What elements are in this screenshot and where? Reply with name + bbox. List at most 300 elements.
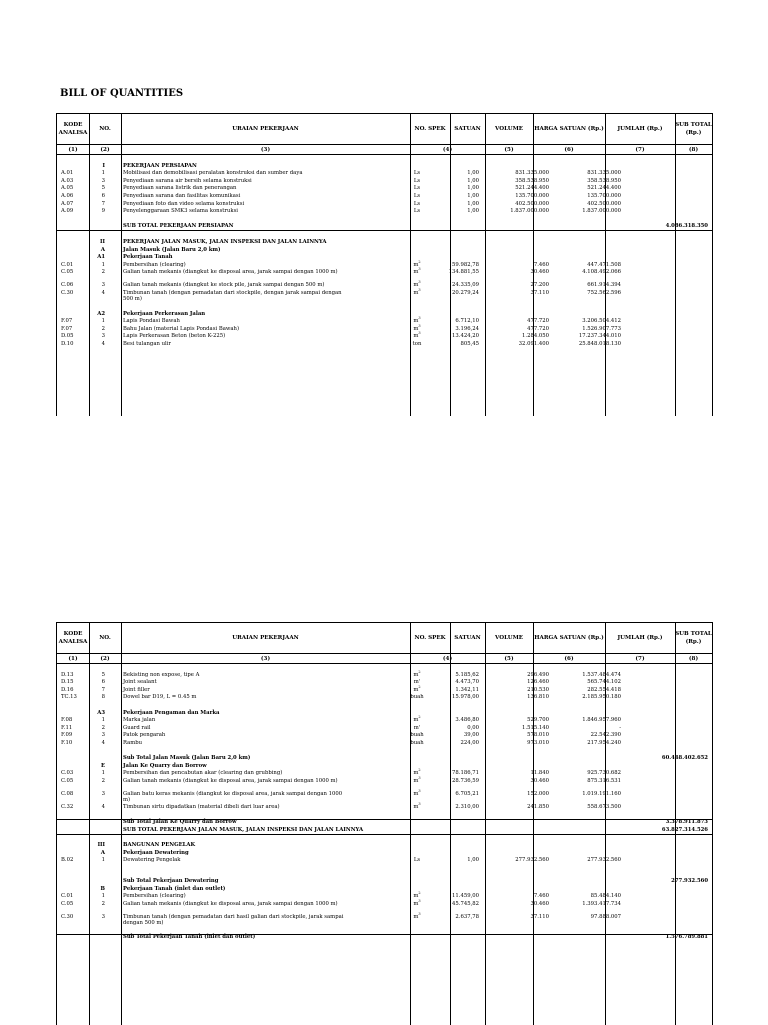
header-spek: NO. SPEK xyxy=(414,126,446,132)
column-number: (3) xyxy=(260,655,271,662)
column-divider xyxy=(533,623,534,1025)
table-row xyxy=(57,208,712,216)
cell-volume: 1,00 xyxy=(467,200,479,207)
cell-jumlah: 217.954.240 xyxy=(587,739,621,746)
header-subtotal: SUB TOTAL (Rp.) xyxy=(675,631,712,645)
cell-uraian: Penyediaan foto dan video selama konstruksi xyxy=(123,200,245,207)
cell-uraian: Pekerjaan Pengaman dan Marka xyxy=(123,709,220,716)
table-row xyxy=(57,687,712,695)
cell-kode: D.10 xyxy=(61,340,74,347)
cell-satuan: $m^3$ xyxy=(413,280,421,289)
table-row xyxy=(57,333,712,341)
table-row xyxy=(57,664,712,672)
header-harga: HARGA SATUAN (Rp.) xyxy=(534,126,604,132)
cell-uraian: Penyelenggaraan SMK3 selama konstruksi xyxy=(123,208,238,215)
cell-jumlah: 1.537.484.474 xyxy=(582,671,621,678)
cell-kode: A.06 xyxy=(61,192,74,199)
cell-sub: 4.086.318.350 xyxy=(665,223,708,230)
cell-uraian: Timbunan tanah (dengan pemadatan dari hasil galian dari stockpile, jarak sampai dengan 500 m) xyxy=(123,913,344,927)
cell-harga: 1.837.000.000 xyxy=(510,208,549,215)
cell-kode: C.05 xyxy=(61,900,74,907)
cell-volume: 11.459,00 xyxy=(452,893,479,900)
cell-no: 1 xyxy=(101,318,105,325)
cell-uraian: Timbunan sirtu dipadatkan (material dibeli dari luar area) xyxy=(123,803,280,810)
cell-no: 1 xyxy=(101,857,105,864)
table-row xyxy=(57,223,712,231)
table-row xyxy=(57,170,712,178)
cell-jumlah: 1.393.417.734 xyxy=(582,900,621,907)
cell-satuan: $m^2$ xyxy=(413,669,421,678)
cell-kode: F.08 xyxy=(61,717,73,724)
cell-satuan: $m^3$ xyxy=(413,776,421,784)
cell-kode: F.10 xyxy=(61,739,73,746)
header-volume: VOLUME xyxy=(494,126,524,132)
cell-uraian: Galian tanah mekanis (diangkut ke disposal area, jarak sampai dengan 1000 m) xyxy=(123,777,338,784)
cell-harga: 277.932.560 xyxy=(515,857,549,864)
column-number: (6) xyxy=(564,655,574,662)
column-number: (7) xyxy=(635,655,645,662)
cell-uraian: Sub Total Pekerjaan Dewatering xyxy=(123,878,219,885)
cell-satuan: $m^2$ xyxy=(413,715,421,724)
table-row xyxy=(57,178,712,186)
table-header xyxy=(57,114,712,145)
cell-no: 3 xyxy=(101,913,105,920)
table-row xyxy=(57,717,712,725)
cell-uraian: Galian tanah mekanis (diangkut ke disposal area, jarak sampai dengan 1000 m) xyxy=(123,269,338,276)
table-body xyxy=(57,155,712,348)
cell-uraian: Lapis Perkerasan Beton (beton K-225) xyxy=(123,333,226,340)
cell-harga: 477.720 xyxy=(527,325,549,332)
cell-volume: 1.342,11 xyxy=(455,686,479,693)
column-divider xyxy=(605,114,606,416)
cell-satuan: Ls xyxy=(413,192,421,199)
cell-satuan: buah xyxy=(410,732,424,739)
cell-sub: 1.576.789.881 xyxy=(665,934,708,941)
cell-kode: A.05 xyxy=(61,185,74,192)
cell-kode: A.07 xyxy=(61,200,74,207)
table-row xyxy=(57,732,712,740)
cell-sub: 60.448.402.652 xyxy=(661,755,708,762)
column-divider xyxy=(121,114,122,416)
cell-uraian: Penyediaan sarana dan fasilitas komunikasi xyxy=(123,192,241,199)
header-satuan: SATUAN xyxy=(454,635,481,641)
cell-jumlah: 97.888.007 xyxy=(590,913,621,920)
cell-satuan: $m^3$ xyxy=(413,323,421,332)
cell-kode: D.15 xyxy=(61,679,74,686)
cell-uraian: Joint filler xyxy=(123,686,150,693)
cell-jumlah: 565.744.102 xyxy=(587,679,621,686)
cell-volume: 4.473,70 xyxy=(455,679,479,686)
table-row xyxy=(57,201,712,209)
cell-uraian: SUB TOTAL PEKERJAAN PERSIAPAN xyxy=(123,223,234,230)
table-row xyxy=(57,311,712,319)
cell-harga: 973.010 xyxy=(527,739,549,746)
boq-table-page-1 xyxy=(56,113,713,416)
cell-jumlah: 1.837.000.000 xyxy=(582,208,621,215)
cell-jumlah: 661.914.394 xyxy=(587,282,621,289)
cell-jumlah: 925.730.682 xyxy=(587,770,621,777)
column-number: (4) xyxy=(442,146,453,153)
cell-satuan: Ls xyxy=(413,857,421,864)
cell-no: 4 xyxy=(101,803,105,810)
column-number: (1) xyxy=(68,146,78,153)
header-spek: NO. SPEK xyxy=(414,635,446,641)
table-row xyxy=(57,901,712,914)
table-row xyxy=(57,710,712,718)
cell-volume: 45.745,82 xyxy=(452,900,479,907)
cell-satuan: $m^3$ xyxy=(413,267,421,276)
table-row xyxy=(57,934,712,942)
header-kode: KODE ANALISA xyxy=(58,631,88,645)
cell-no: 3 xyxy=(101,282,105,289)
cell-satuan: $m^3$ xyxy=(413,288,421,296)
table-row xyxy=(57,193,712,201)
cell-volume: 13.424,20 xyxy=(452,333,479,340)
cell-satuan: $m^3$ xyxy=(413,331,421,340)
cell-uraian: Galian tanah mekanis (diangkut ke stock pile, jarak sampai dengan 500 m) xyxy=(123,282,325,289)
column-number: (5) xyxy=(504,146,514,153)
cell-kode: C.01 xyxy=(61,893,74,900)
cell-uraian: Sub Total Jalan Ke Quarry dan Borrow xyxy=(123,819,237,826)
cell-volume: 2.637,78 xyxy=(455,913,479,920)
cell-uraian: Galian batu keras mekanis (diangkut ke disposal area, jarak sampai dengan 1000 m) xyxy=(123,790,343,804)
cell-no: A2 xyxy=(97,310,105,317)
cell-harga: 1.515.140 xyxy=(522,724,549,731)
cell-uraian: Sub Total Pekerjaan Tanah (inlet dan outlet) xyxy=(123,934,256,941)
table-row xyxy=(57,804,712,812)
cell-uraian: Lapis Pondasi Bawah xyxy=(123,318,180,325)
table-row xyxy=(57,163,712,171)
cell-no: 2 xyxy=(101,325,105,332)
cell-volume: 1,00 xyxy=(467,192,479,199)
header-satuan: SATUAN xyxy=(454,126,481,132)
column-number: (2) xyxy=(100,655,110,662)
cell-satuan: $m^3$ xyxy=(413,899,421,907)
header-jumlah: JUMLAH (Rp.) xyxy=(617,126,663,132)
cell-harga: 30.460 xyxy=(530,269,549,276)
cell-kode: C.30 xyxy=(61,913,74,920)
cell-volume: 1,00 xyxy=(467,170,479,177)
table-row xyxy=(57,857,712,870)
cell-harga: 32.091.400 xyxy=(518,340,549,347)
column-number-row xyxy=(57,145,712,155)
cell-uraian: Pekerjaan Dewatering xyxy=(123,849,189,856)
cell-volume: 59.982,78 xyxy=(452,261,479,268)
cell-satuan: $m^2$ xyxy=(413,685,421,693)
column-number-row xyxy=(57,654,712,664)
cell-jumlah: 22.542.390 xyxy=(590,732,621,739)
cell-uraian: Dewatering Pengelak xyxy=(123,857,181,864)
table-row xyxy=(57,725,712,733)
column-divider xyxy=(605,623,606,1025)
header-uraian: URAIAN PEKERJAAN xyxy=(232,635,299,641)
cell-no: A xyxy=(100,849,105,856)
cell-volume: 39,00 xyxy=(463,732,479,739)
table-row xyxy=(57,216,712,224)
cell-jumlah: 447.471.508 xyxy=(587,261,621,268)
cell-volume: 3.486,80 xyxy=(455,717,479,724)
cell-volume: 78.186,71 xyxy=(452,770,479,777)
cell-uraian: Patok pengarah xyxy=(123,732,166,739)
column-number: (4) xyxy=(442,655,453,662)
cell-no: 2 xyxy=(101,724,105,731)
table-row xyxy=(57,694,712,702)
header-no: NO. xyxy=(99,635,111,641)
cell-satuan: $m^3$ xyxy=(413,789,421,797)
cell-kode: F.11 xyxy=(61,724,73,731)
cell-harga: 1.284.050 xyxy=(522,333,549,340)
boq-table-page-2 xyxy=(56,622,713,1025)
table-row xyxy=(57,679,712,687)
cell-volume: 134.881,55 xyxy=(448,269,479,276)
header-kode: KODE ANALISA xyxy=(58,122,88,136)
cell-uraian: SUB TOTAL PEKERJAAN JALAN MASUK, JALAN INSPEKSI DAN JALAN LAINNYA xyxy=(123,826,364,833)
cell-volume: 1,00 xyxy=(467,857,479,864)
cell-no: 5 xyxy=(101,671,105,678)
cell-satuan: Ls xyxy=(413,177,421,184)
cell-kode: C.03 xyxy=(61,770,74,777)
cell-uraian: Besi tulangan ulir xyxy=(123,340,171,347)
cell-no: 4 xyxy=(101,340,105,347)
cell-satuan: Ls xyxy=(413,170,421,177)
column-number: (2) xyxy=(100,146,110,153)
table-row xyxy=(57,842,712,850)
cell-uraian: Guard rail xyxy=(123,724,151,731)
column-divider xyxy=(450,623,451,1025)
cell-no: 1 xyxy=(101,261,105,268)
cell-volume: 0,00 xyxy=(467,724,479,731)
table-row xyxy=(57,303,712,311)
cell-kode: D.16 xyxy=(61,686,74,693)
cell-no: III xyxy=(97,842,105,849)
cell-jumlah: 135.700.000 xyxy=(587,192,621,199)
cell-harga: 37.110 xyxy=(530,289,549,296)
column-number: (3) xyxy=(260,146,271,153)
cell-no: 5 xyxy=(101,185,105,192)
cell-harga: 358.538.950 xyxy=(515,177,549,184)
cell-no: A1 xyxy=(97,254,105,261)
cell-harga: 296.490 xyxy=(527,671,549,678)
header-harga: HARGA SATUAN (Rp.) xyxy=(534,635,604,641)
cell-jumlah: 1.846.957.960 xyxy=(582,717,621,724)
cell-no: 2 xyxy=(101,777,105,784)
cell-uraian: Pembersihan (clearing) xyxy=(123,261,186,268)
cell-satuan: Ls xyxy=(413,185,421,192)
table-row xyxy=(57,755,712,763)
table-row xyxy=(57,778,712,791)
cell-harga: 529.700 xyxy=(527,717,549,724)
table-row xyxy=(57,827,712,835)
cell-kode: B.02 xyxy=(61,857,74,864)
cell-jumlah: 3.206.504.412 xyxy=(582,318,621,325)
table-row xyxy=(57,290,712,303)
column-number: (8) xyxy=(688,655,699,662)
cell-harga: 135.700.000 xyxy=(515,192,549,199)
cell-uraian: Rambu xyxy=(123,739,143,746)
cell-uraian: Pekerjaan Tanah (inlet dan outlet) xyxy=(123,885,226,892)
cell-uraian: PEKERJAAN JALAN MASUK, JALAN INSPEKSI DAN JALAN LAINNYA xyxy=(123,238,327,245)
cell-harga: 578.010 xyxy=(527,732,549,739)
column-divider xyxy=(89,114,90,416)
cell-volume: 3.196,24 xyxy=(455,325,479,332)
cell-uraian: Bekisting non expose, tipe A xyxy=(123,671,200,678)
cell-no: 6 xyxy=(101,679,105,686)
cell-uraian: Sub Total Jalan Masuk (Jalan Baru 2,0 km) xyxy=(123,755,251,762)
table-row xyxy=(57,282,712,290)
cell-uraian: PEKERJAAN PERSIAPAN xyxy=(123,162,197,169)
cell-no: II xyxy=(100,238,105,245)
column-number: (8) xyxy=(688,146,699,153)
cell-uraian: Galian tanah mekanis (diangkut ke disposal area, jarak sampai dengan 1000 m) xyxy=(123,900,338,907)
header-subtotal: SUB TOTAL (Rp.) xyxy=(675,122,712,136)
cell-kode: F.07 xyxy=(61,325,73,332)
table-row xyxy=(57,185,712,193)
cell-harga: 241.850 xyxy=(527,803,549,810)
cell-volume: 1,00 xyxy=(467,208,479,215)
cell-satuan: $m^3$ xyxy=(413,316,421,325)
table-row xyxy=(57,812,712,820)
cell-kode: C.30 xyxy=(61,289,74,296)
cell-satuan: $m^2$ xyxy=(413,891,421,900)
header-volume: VOLUME xyxy=(494,635,524,641)
cell-kode: A.09 xyxy=(61,208,74,215)
cell-jumlah: 4.108.492.066 xyxy=(582,269,621,276)
table-row xyxy=(57,835,712,843)
cell-jumlah: 2.185.950.180 xyxy=(582,694,621,701)
cell-uraian: Dowel bar D19, L = 0.45 m xyxy=(123,694,197,701)
cell-no: A xyxy=(100,246,105,253)
cell-uraian: Pekerjaan Perkerasan Jalan xyxy=(123,310,206,317)
cell-uraian: Pembersihan (clearing) xyxy=(123,893,186,900)
cell-kode: C.05 xyxy=(61,269,74,276)
cell-uraian: BANGUNAN PENGELAK xyxy=(123,842,196,849)
cell-no: 7 xyxy=(101,200,105,207)
cell-harga: 27.200 xyxy=(530,282,549,289)
cell-jumlah: 402.500.000 xyxy=(587,200,621,207)
cell-jumlah: 17.237.344.010 xyxy=(578,333,621,340)
cell-satuan: $m^3$ xyxy=(413,802,421,810)
cell-harga: 7.460 xyxy=(533,893,549,900)
cell-harga: 152.000 xyxy=(527,790,549,797)
cell-uraian: Bahu Jalan (material Lapis Pondasi Bawah) xyxy=(123,325,240,332)
table-row xyxy=(57,770,712,778)
cell-jumlah: 282.554.418 xyxy=(587,686,621,693)
table-row xyxy=(57,748,712,756)
document-title: BILL OF QUANTITIES xyxy=(60,88,184,99)
cell-no: 3 xyxy=(101,333,105,340)
cell-volume: 2.310,00 xyxy=(455,803,479,810)
cell-volume: 224,00 xyxy=(460,739,479,746)
table-row xyxy=(57,819,712,827)
cell-jumlah: 358.538.950 xyxy=(587,177,621,184)
cell-jumlah: 85.484.140 xyxy=(590,893,621,900)
table-row xyxy=(57,878,712,886)
table-row xyxy=(57,850,712,858)
column-divider xyxy=(410,114,411,416)
cell-kode: F.07 xyxy=(61,318,73,325)
cell-jumlah: 277.932.560 xyxy=(587,857,621,864)
cell-harga: 11.840 xyxy=(530,770,549,777)
cell-harga: 210.530 xyxy=(527,686,549,693)
cell-satuan: $m^3$ xyxy=(413,912,421,920)
table-row xyxy=(57,740,712,748)
cell-jumlah: 1.019.191.160 xyxy=(582,790,621,797)
cell-kode: TC.13 xyxy=(61,694,77,701)
column-divider xyxy=(89,623,90,1025)
table-row xyxy=(57,254,712,262)
cell-volume: 28.736,59 xyxy=(452,777,479,784)
cell-uraian: Marka jalan xyxy=(123,717,156,724)
cell-no: 4 xyxy=(101,739,105,746)
cell-no: B xyxy=(100,885,105,892)
cell-volume: 6.712,10 xyxy=(455,318,479,325)
column-divider xyxy=(533,114,534,416)
cell-no: E xyxy=(100,762,105,769)
header-jumlah: JUMLAH (Rp.) xyxy=(617,635,663,641)
table-row xyxy=(57,318,712,326)
column-divider xyxy=(675,114,676,416)
cell-harga: 30.460 xyxy=(530,777,549,784)
cell-uraian: Jalan Masuk (Jalan Baru 2,0 km) xyxy=(123,246,221,253)
cell-sub: 3.378.911.873 xyxy=(665,819,708,826)
cell-volume: 805,45 xyxy=(460,340,479,347)
cell-kode: A.01 xyxy=(61,170,74,177)
cell-kode: A.03 xyxy=(61,177,74,184)
header-no: NO. xyxy=(99,126,111,132)
cell-satuan: buah xyxy=(410,739,424,746)
cell-volume: 5.185,62 xyxy=(455,671,479,678)
cell-no: 1 xyxy=(101,170,105,177)
column-number: (5) xyxy=(504,655,514,662)
cell-no: 2 xyxy=(101,269,105,276)
cell-sub: 277.932.560 xyxy=(671,878,708,885)
cell-jumlah: 25.848.018.130 xyxy=(578,340,621,347)
table-row xyxy=(57,247,712,255)
cell-no: 4 xyxy=(101,289,105,296)
cell-no: 8 xyxy=(101,694,105,701)
cell-volume: 6.705,21 xyxy=(455,790,479,797)
table-row xyxy=(57,155,712,163)
cell-no: 6 xyxy=(101,192,105,199)
cell-no: 3 xyxy=(101,732,105,739)
column-divider xyxy=(485,114,486,416)
cell-jumlah: 875.316.531 xyxy=(587,777,621,784)
cell-satuan: m' xyxy=(413,679,421,686)
cell-satuan: $m^2$ xyxy=(413,259,421,268)
cell-kode: C.08 xyxy=(61,790,74,797)
table-row xyxy=(57,893,712,901)
cell-satuan: Ls xyxy=(413,208,421,215)
column-number: (1) xyxy=(68,655,78,662)
cell-harga: 136.810 xyxy=(527,694,549,701)
cell-satuan: m' xyxy=(413,724,421,731)
cell-no: I xyxy=(102,162,105,169)
cell-harga: 7.460 xyxy=(533,261,549,268)
cell-no: A3 xyxy=(97,709,105,716)
cell-harga: 30.460 xyxy=(530,900,549,907)
cell-no: 3 xyxy=(101,177,105,184)
cell-kode: C.06 xyxy=(61,282,74,289)
cell-jumlah: 521.244.400 xyxy=(587,185,621,192)
cell-satuan: Ls xyxy=(413,200,421,207)
column-divider xyxy=(121,623,122,1025)
cell-harga: 477.720 xyxy=(527,318,549,325)
cell-harga: 37.110 xyxy=(530,913,549,920)
cell-uraian: Timbunan tanah (dengan pemadatan dari stockpile, dengan jarak sampai dengan 500 m) xyxy=(123,289,342,303)
cell-satuan: $m^2$ xyxy=(413,768,421,777)
cell-satuan: buah xyxy=(410,694,424,701)
table-row xyxy=(57,231,712,239)
